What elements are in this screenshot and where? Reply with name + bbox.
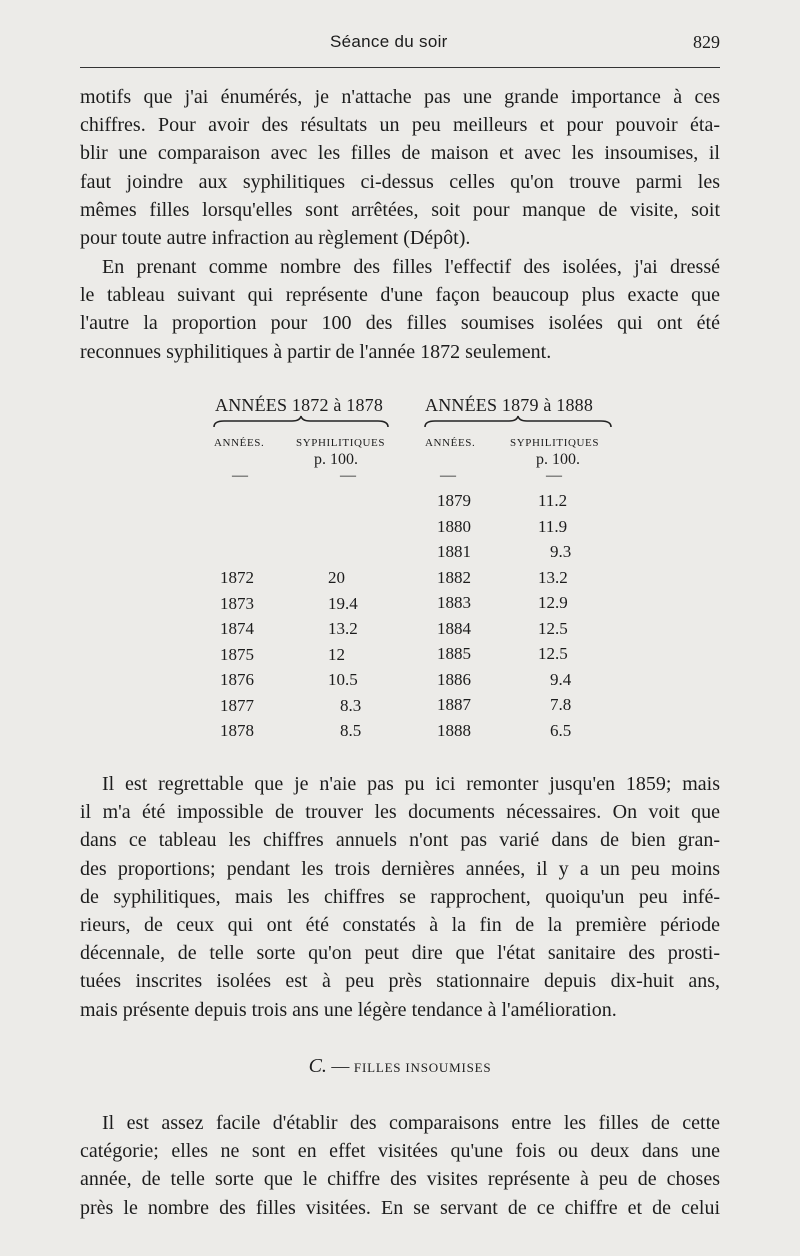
- table-cell-value: 7.8: [550, 695, 572, 714]
- page-number: 829: [693, 32, 720, 52]
- table-cell-year: 1884: [437, 618, 471, 638]
- text-line: Il est regrettable que je n'aie pas pu ici remonter jusqu'en 1859; mais: [102, 773, 720, 795]
- table-cell-year: 1881: [437, 542, 471, 561]
- text-line: faut joindre aux syphilitiques ci-dessus celles qu'on trouve parmi les: [80, 170, 720, 193]
- col-subheader-2: p. 100.: [536, 451, 580, 468]
- table-cell-value: 9.4: [550, 669, 572, 689]
- table-cell-value: 11.9: [538, 516, 568, 536]
- table-cell-value: 19.4: [328, 593, 358, 613]
- text-line: année, de telle sorte que le chiffre des visites représente à peu de choses: [80, 1168, 720, 1191]
- section-heading: [0, 1055, 800, 1078]
- text-line: près le nombre des filles visitées. En se servant de ce chiffre et de celui: [80, 1196, 720, 1219]
- table-cell-year: 1888: [437, 720, 471, 740]
- text-line: mais présente depuis trois ans une légère tendance à l'amélioration.: [80, 998, 617, 1021]
- group-1-title: ANNÉES 1872 à 1878: [215, 395, 384, 415]
- text-line: motifs que j'ai énumérés, je n'attache pas une grande importance à ces: [80, 86, 720, 108]
- text-line: reconnues syphilitiques à partir de l'année 1872 seulement.: [80, 340, 552, 363]
- table-cell-year: 1879: [437, 491, 471, 510]
- brace-2-icon: [423, 415, 613, 429]
- brace-1-icon: [212, 415, 390, 429]
- text-line: rieurs, de ceux qui ont été constatés à la fin de la première période: [80, 914, 720, 937]
- text-line: des proportions; pendant les trois dernières années, il y a un peu moins: [80, 857, 720, 880]
- running-title: Séance du soir: [330, 32, 448, 51]
- paragraph-2: [80, 253, 720, 366]
- table-cell-value: 12.5: [538, 618, 568, 638]
- text-line: catégorie; elles ne sont en effet visitées qu'une fois ou deux dans une: [80, 1140, 720, 1163]
- table-cell-year: 1872: [220, 568, 254, 587]
- table-cell-year: 1886: [437, 669, 471, 689]
- dash: —: [232, 467, 248, 484]
- table-cell-year: 1874: [220, 619, 254, 638]
- col-header-syph-1: SYPHILITIQUES: [296, 437, 386, 449]
- text-line: l'autre la proportion pour 100 des filles soumises isolées qui ont été: [80, 312, 720, 335]
- dash: —: [340, 467, 356, 484]
- text-line: de syphilitiques, mais les chiffres se rapprochent, quoiqu'un peu infé-: [80, 885, 720, 908]
- col-header-years-1: ANNÉES.: [214, 437, 265, 449]
- table-cell-year: 1885: [437, 644, 471, 663]
- table-cell-year: 1882: [437, 567, 471, 587]
- group-2-title: ANNÉES 1879 à 1888: [425, 395, 594, 415]
- dash: —: [546, 467, 562, 484]
- table-cell-year: 1875: [220, 644, 254, 664]
- table-cell-value: 8.5: [340, 721, 362, 740]
- text-line: Il est assez facile d'établir des comparaisons entre les filles de cette: [102, 1112, 720, 1134]
- text-line: tuées inscrites isolées est à peu près stationnaire depuis dix-huit ans,: [80, 970, 720, 993]
- text-line: mêmes filles lorsqu'elles sont arrêtées, soit pour manque de visite, soit: [80, 198, 720, 221]
- table-cell-year: 1887: [437, 695, 471, 714]
- table-cell-year: 1883: [437, 593, 471, 612]
- table-cell-year: 1876: [220, 670, 254, 689]
- section-letter: C.: [308, 1055, 327, 1077]
- table-cell-value: 13.2: [538, 567, 568, 587]
- section-dash: —: [331, 1056, 350, 1076]
- table-cell-value: 9.3: [550, 542, 572, 561]
- syphilis-table: [0, 395, 800, 755]
- text-line: En prenant comme nombre des filles l'effectif des isolées, j'ai dressé: [102, 256, 720, 278]
- table-cell-value: 10.5: [328, 670, 358, 689]
- paragraph-4: [80, 1109, 720, 1222]
- table-cell-value: 6.5: [550, 720, 572, 740]
- col-subheader-1: p. 100.: [314, 451, 358, 468]
- header-rule: [80, 67, 720, 68]
- text-line: il m'a été impossible de trouver les documents nécessaires. On voit que: [80, 801, 720, 824]
- text-line: décennale, de telle sorte qu'on peut dire que l'état sanitaire des prosti-: [80, 942, 720, 965]
- page-header: [80, 30, 720, 60]
- text-line: chiffres. Pour avoir des résultats un peu meilleurs et pour pouvoir éta-: [80, 114, 720, 137]
- table-cell-value: 12.9: [538, 593, 568, 612]
- table-cell-value: 12.5: [538, 644, 568, 663]
- table-cell-value: 8.3: [340, 695, 362, 715]
- table-cell-value: 11.2: [538, 491, 568, 510]
- table-cell-value: 12: [328, 644, 345, 664]
- text-line: le tableau suivant qui représente d'une façon beaucoup plus exacte que: [80, 284, 720, 307]
- table-cell-value: 20: [328, 568, 345, 587]
- text-line: pour toute autre infraction au règlement (Dépôt).: [80, 227, 471, 250]
- table-cell-year: 1878: [220, 721, 254, 740]
- table-cell-value: 13.2: [328, 619, 358, 638]
- table-cell-year: 1880: [437, 516, 471, 536]
- table-cell-year: 1877: [220, 695, 254, 715]
- paragraph-1: [80, 83, 720, 252]
- text-line: blir une comparaison avec les filles de maison et avec les insoumises, il: [80, 142, 720, 165]
- paragraph-3: [80, 770, 720, 1024]
- text-line: dans ce tableau les chiffres annuels n'ont pas varié dans de bien gran-: [80, 829, 720, 852]
- col-header-years-2: ANNÉES.: [425, 437, 476, 449]
- section-title: FILLES INSOUMISES: [353, 1060, 492, 1075]
- dash: —: [440, 467, 456, 484]
- table-cell-year: 1873: [220, 593, 254, 613]
- col-header-syph-2: SYPHILITIQUES: [510, 437, 600, 449]
